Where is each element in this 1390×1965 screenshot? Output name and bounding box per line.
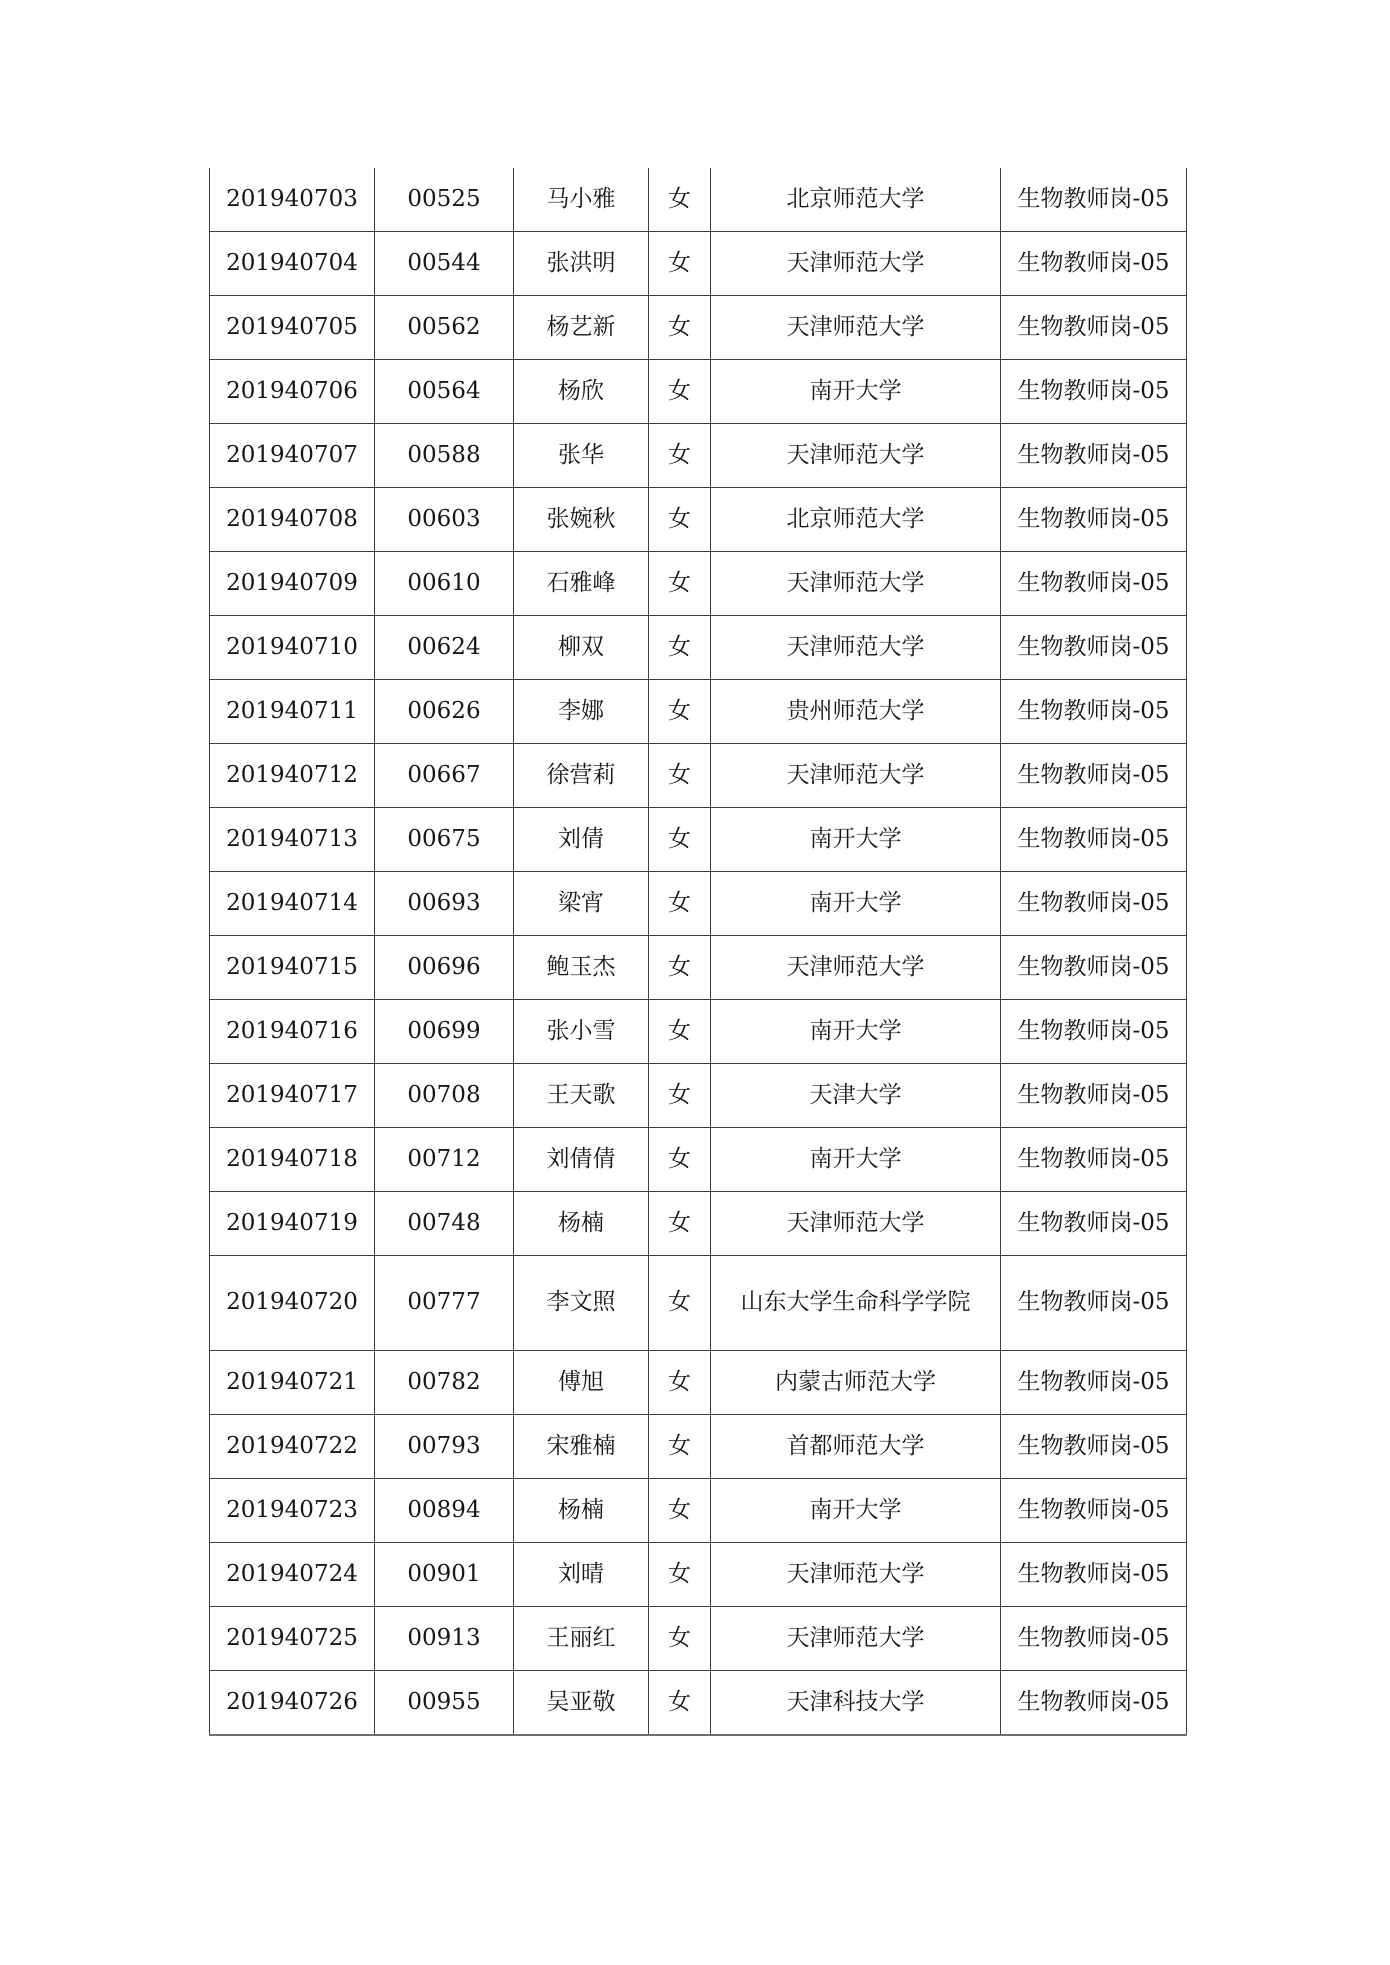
cell-post: 生物教师岗-05 — [1001, 616, 1187, 680]
cell-gender: 女 — [649, 744, 711, 808]
cell-name: 李娜 — [514, 680, 649, 744]
cell-exam-number: 201940711 — [210, 680, 375, 744]
cell-school: 天津师范大学 — [711, 1543, 1001, 1607]
cell-school: 山东大学生命科学学院 — [711, 1256, 1001, 1351]
cell-school: 天津大学 — [711, 1064, 1001, 1128]
cell-name: 杨楠 — [514, 1192, 649, 1256]
cell-school: 北京师范大学 — [711, 168, 1001, 232]
cell-gender: 女 — [649, 1607, 711, 1671]
table-row — [210, 1543, 1187, 1607]
cell-exam-number: 201940713 — [210, 808, 375, 872]
cell-name: 傅旭 — [514, 1351, 649, 1415]
cell-candidate-code: 00564 — [375, 360, 514, 424]
cell-gender: 女 — [649, 1671, 711, 1736]
cell-exam-number: 201940725 — [210, 1607, 375, 1671]
cell-school: 天津师范大学 — [711, 424, 1001, 488]
table-row — [210, 168, 1187, 232]
cell-school: 天津师范大学 — [711, 1607, 1001, 1671]
table-row — [210, 872, 1187, 936]
cell-exam-number: 201940723 — [210, 1479, 375, 1543]
cell-exam-number: 201940724 — [210, 1543, 375, 1607]
table-row — [210, 488, 1187, 552]
cell-exam-number: 201940712 — [210, 744, 375, 808]
cell-candidate-code: 00588 — [375, 424, 514, 488]
cell-candidate-code: 00708 — [375, 1064, 514, 1128]
cell-gender: 女 — [649, 488, 711, 552]
table-row — [210, 680, 1187, 744]
cell-candidate-code: 00901 — [375, 1543, 514, 1607]
cell-candidate-code: 00693 — [375, 872, 514, 936]
table-row — [210, 1128, 1187, 1192]
table-row — [210, 1064, 1187, 1128]
table-row — [210, 744, 1187, 808]
cell-post: 生物教师岗-05 — [1001, 1671, 1187, 1736]
cell-gender: 女 — [649, 168, 711, 232]
cell-name: 宋雅楠 — [514, 1415, 649, 1479]
cell-exam-number: 201940707 — [210, 424, 375, 488]
cell-post: 生物教师岗-05 — [1001, 1128, 1187, 1192]
cell-school: 南开大学 — [711, 1128, 1001, 1192]
cell-gender: 女 — [649, 1256, 711, 1351]
cell-school: 南开大学 — [711, 808, 1001, 872]
cell-school: 南开大学 — [711, 1000, 1001, 1064]
cell-gender: 女 — [649, 1415, 711, 1479]
cell-post: 生物教师岗-05 — [1001, 1256, 1187, 1351]
cell-name: 王天歌 — [514, 1064, 649, 1128]
cell-gender: 女 — [649, 936, 711, 1000]
cell-candidate-code: 00525 — [375, 168, 514, 232]
cell-post: 生物教师岗-05 — [1001, 360, 1187, 424]
table-row — [210, 1479, 1187, 1543]
cell-school: 南开大学 — [711, 872, 1001, 936]
cell-candidate-code: 00699 — [375, 1000, 514, 1064]
table-row — [210, 424, 1187, 488]
cell-gender: 女 — [649, 1064, 711, 1128]
cell-name: 杨楠 — [514, 1479, 649, 1543]
cell-exam-number: 201940719 — [210, 1192, 375, 1256]
cell-school: 天津师范大学 — [711, 744, 1001, 808]
table-row — [210, 808, 1187, 872]
cell-post: 生物教师岗-05 — [1001, 168, 1187, 232]
cell-name: 张华 — [514, 424, 649, 488]
table-row — [210, 296, 1187, 360]
cell-school: 天津师范大学 — [711, 1192, 1001, 1256]
cell-candidate-code: 00667 — [375, 744, 514, 808]
cell-name: 石雅峰 — [514, 552, 649, 616]
cell-post: 生物教师岗-05 — [1001, 680, 1187, 744]
cell-school: 天津师范大学 — [711, 296, 1001, 360]
table-row — [210, 1415, 1187, 1479]
cell-exam-number: 201940715 — [210, 936, 375, 1000]
cell-candidate-code: 00955 — [375, 1671, 514, 1736]
cell-gender: 女 — [649, 808, 711, 872]
cell-name: 吴亚敬 — [514, 1671, 649, 1736]
cell-post: 生物教师岗-05 — [1001, 808, 1187, 872]
cell-exam-number: 201940716 — [210, 1000, 375, 1064]
candidate-roster-body — [210, 168, 1187, 1735]
cell-candidate-code: 00562 — [375, 296, 514, 360]
cell-post: 生物教师岗-05 — [1001, 1192, 1187, 1256]
table-row — [210, 552, 1187, 616]
cell-name: 刘倩 — [514, 808, 649, 872]
cell-gender: 女 — [649, 296, 711, 360]
cell-school: 天津师范大学 — [711, 936, 1001, 1000]
cell-name: 王丽红 — [514, 1607, 649, 1671]
cell-exam-number: 201940714 — [210, 872, 375, 936]
cell-school: 贵州师范大学 — [711, 680, 1001, 744]
cell-gender: 女 — [649, 872, 711, 936]
cell-candidate-code: 00748 — [375, 1192, 514, 1256]
cell-exam-number: 201940706 — [210, 360, 375, 424]
cell-candidate-code: 00777 — [375, 1256, 514, 1351]
cell-post: 生物教师岗-05 — [1001, 1351, 1187, 1415]
cell-name: 马小雅 — [514, 168, 649, 232]
cell-post: 生物教师岗-05 — [1001, 1543, 1187, 1607]
cell-gender: 女 — [649, 1192, 711, 1256]
cell-post: 生物教师岗-05 — [1001, 1000, 1187, 1064]
cell-gender: 女 — [649, 1351, 711, 1415]
cell-post: 生物教师岗-05 — [1001, 1479, 1187, 1543]
cell-exam-number: 201940704 — [210, 232, 375, 296]
cell-gender: 女 — [649, 360, 711, 424]
cell-post: 生物教师岗-05 — [1001, 232, 1187, 296]
cell-candidate-code: 00782 — [375, 1351, 514, 1415]
cell-gender: 女 — [649, 1000, 711, 1064]
cell-exam-number: 201940703 — [210, 168, 375, 232]
cell-school: 天津师范大学 — [711, 552, 1001, 616]
cell-exam-number: 201940718 — [210, 1128, 375, 1192]
cell-name: 杨艺新 — [514, 296, 649, 360]
cell-post: 生物教师岗-05 — [1001, 744, 1187, 808]
cell-gender: 女 — [649, 424, 711, 488]
cell-gender: 女 — [649, 1479, 711, 1543]
cell-post: 生物教师岗-05 — [1001, 296, 1187, 360]
table-row — [210, 1351, 1187, 1415]
cell-gender: 女 — [649, 680, 711, 744]
cell-candidate-code: 00696 — [375, 936, 514, 1000]
cell-name: 刘倩倩 — [514, 1128, 649, 1192]
cell-name: 杨欣 — [514, 360, 649, 424]
table-row — [210, 360, 1187, 424]
cell-school: 天津师范大学 — [711, 232, 1001, 296]
cell-gender: 女 — [649, 552, 711, 616]
table-row — [210, 1000, 1187, 1064]
cell-candidate-code: 00913 — [375, 1607, 514, 1671]
cell-gender: 女 — [649, 232, 711, 296]
cell-name: 张洪明 — [514, 232, 649, 296]
table-row — [210, 232, 1187, 296]
cell-name: 徐营莉 — [514, 744, 649, 808]
cell-candidate-code: 00712 — [375, 1128, 514, 1192]
table-row — [210, 1607, 1187, 1671]
cell-post: 生物教师岗-05 — [1001, 488, 1187, 552]
cell-candidate-code: 00610 — [375, 552, 514, 616]
cell-name: 柳双 — [514, 616, 649, 680]
table-row — [210, 616, 1187, 680]
cell-post: 生物教师岗-05 — [1001, 1064, 1187, 1128]
cell-school: 北京师范大学 — [711, 488, 1001, 552]
cell-name: 张婉秋 — [514, 488, 649, 552]
table-row — [210, 1256, 1187, 1351]
cell-candidate-code: 00603 — [375, 488, 514, 552]
cell-post: 生物教师岗-05 — [1001, 552, 1187, 616]
cell-candidate-code: 00675 — [375, 808, 514, 872]
cell-name: 鲍玉杰 — [514, 936, 649, 1000]
candidate-roster-table — [209, 168, 1187, 1736]
cell-exam-number: 201940722 — [210, 1415, 375, 1479]
cell-name: 梁宵 — [514, 872, 649, 936]
cell-exam-number: 201940705 — [210, 296, 375, 360]
cell-candidate-code: 00793 — [375, 1415, 514, 1479]
cell-candidate-code: 00624 — [375, 616, 514, 680]
cell-school: 首都师范大学 — [711, 1415, 1001, 1479]
cell-post: 生物教师岗-05 — [1001, 872, 1187, 936]
cell-school: 南开大学 — [711, 1479, 1001, 1543]
cell-post: 生物教师岗-05 — [1001, 424, 1187, 488]
cell-exam-number: 201940726 — [210, 1671, 375, 1736]
cell-school: 天津科技大学 — [711, 1671, 1001, 1736]
cell-exam-number: 201940720 — [210, 1256, 375, 1351]
cell-name: 李文照 — [514, 1256, 649, 1351]
cell-exam-number: 201940721 — [210, 1351, 375, 1415]
cell-post: 生物教师岗-05 — [1001, 936, 1187, 1000]
cell-gender: 女 — [649, 616, 711, 680]
table-row — [210, 936, 1187, 1000]
cell-gender: 女 — [649, 1543, 711, 1607]
cell-school: 天津师范大学 — [711, 616, 1001, 680]
cell-candidate-code: 00894 — [375, 1479, 514, 1543]
cell-candidate-code: 00626 — [375, 680, 514, 744]
table-row — [210, 1192, 1187, 1256]
cell-exam-number: 201940708 — [210, 488, 375, 552]
cell-name: 张小雪 — [514, 1000, 649, 1064]
cell-exam-number: 201940710 — [210, 616, 375, 680]
cell-post: 生物教师岗-05 — [1001, 1607, 1187, 1671]
cell-post: 生物教师岗-05 — [1001, 1415, 1187, 1479]
cell-gender: 女 — [649, 1128, 711, 1192]
cell-exam-number: 201940709 — [210, 552, 375, 616]
cell-school: 南开大学 — [711, 360, 1001, 424]
cell-candidate-code: 00544 — [375, 232, 514, 296]
cell-exam-number: 201940717 — [210, 1064, 375, 1128]
cell-school: 内蒙古师范大学 — [711, 1351, 1001, 1415]
cell-name: 刘晴 — [514, 1543, 649, 1607]
table-row — [210, 1671, 1187, 1736]
